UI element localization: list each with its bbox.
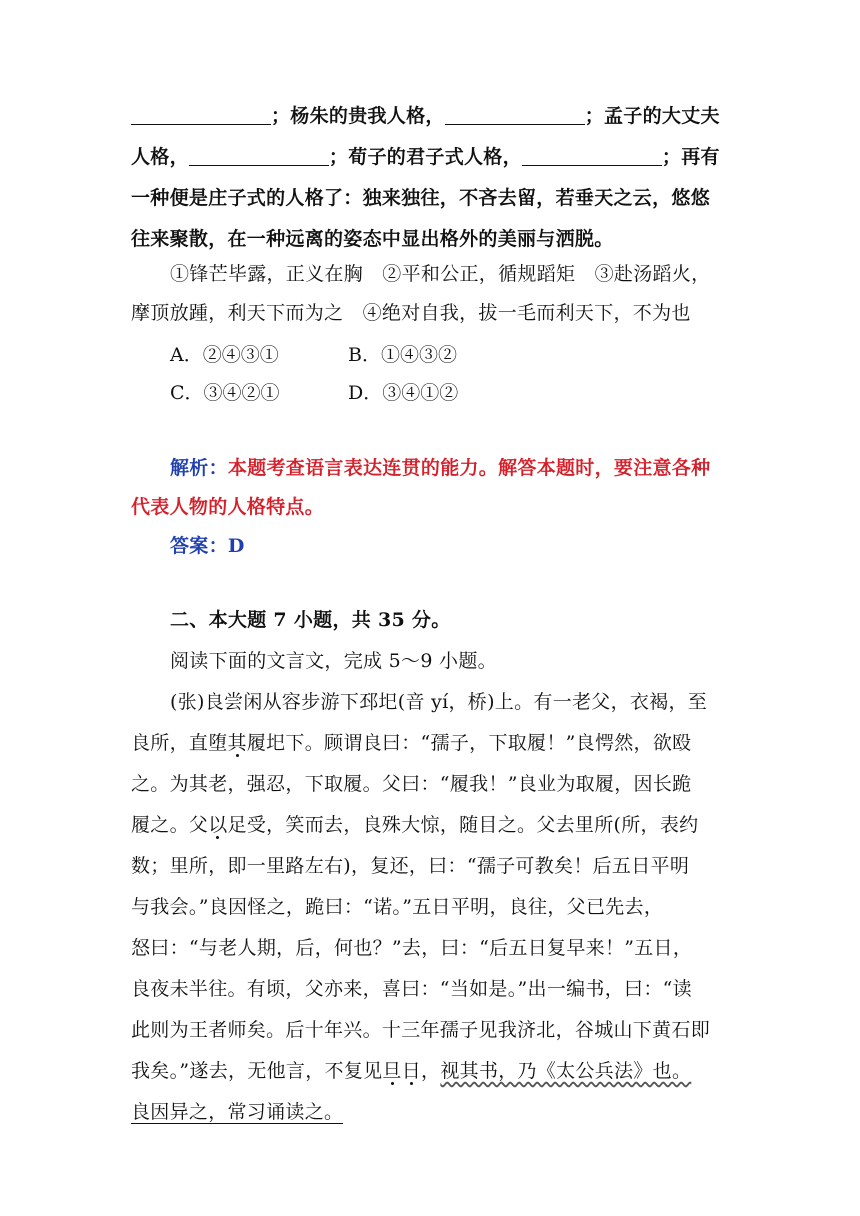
answer-value: D: [227, 535, 245, 557]
text-segment: 履圯下。顾谓良曰：“孺子，下取履！”良愕然，欲殴: [246, 732, 692, 754]
passage-line-11: [131, 1097, 731, 1127]
analysis-line-1: [170, 453, 770, 483]
analysis-line-2: 代表人物的人格特点。: [131, 496, 325, 518]
text-segment: 足受，笑而去，良殊大惊，随目之。父去里所(所，表约: [227, 814, 699, 836]
items-line-2: 摩顶放踵，利天下而为之 ④绝对自我，拔一毛而利天下，不为也: [131, 302, 691, 324]
text-segment: ；杨朱的贵我人格，: [271, 105, 445, 127]
question-4-line-1: [131, 101, 731, 131]
text-segment: 我矣。”遂去，无他言，不复见: [131, 1060, 383, 1082]
dotted-character: 日: [401, 1060, 422, 1082]
passage-line-1: (张)良尝闲从容步游下邳圯(音 yí，桥)上。有一老父，衣褐，至: [170, 691, 708, 713]
wavy-underlined-text: 视其书，乃《太公兵法》也。: [440, 1060, 692, 1082]
dotted-character: 旦: [382, 1060, 402, 1082]
answer-blank-1: [131, 104, 271, 125]
items-line-1: ①锋芒毕露，正义在胸 ②平和公正，循规蹈矩 ③赴汤蹈火，: [170, 263, 711, 285]
passage-line-4: [131, 810, 731, 840]
passage-line-8: 良夜未半往。有顷，父亦来，喜曰：“当如是。”出一编书，曰：“读: [131, 978, 692, 1000]
question-4-line-4: 往来聚散，在一种远离的姿态中显出格外的美丽与洒脱。: [131, 228, 614, 250]
text-segment: ；再有: [661, 146, 720, 168]
passage-line-10: [131, 1056, 731, 1086]
answer-blank-2: [445, 104, 585, 125]
option-d: D．③④①②: [348, 382, 459, 404]
text-segment: ；孟子的大丈夫: [584, 105, 720, 127]
options-row-1: [0, 340, 860, 370]
dotted-character: 其: [227, 732, 247, 754]
option-c: C．③④②①: [170, 382, 280, 404]
passage-line-7: 怒曰：“与老人期，后，何也？”去，曰：“后五日复早来！”五日，: [131, 937, 693, 959]
answer-line: [170, 531, 770, 561]
question-4-line-2: [131, 142, 731, 172]
passage-line-3: 之。为其老，强忍，下取履。父曰：“履我！”良业为取履，因长跪: [131, 773, 692, 795]
question-4-line-3: 一种便是庄子式的人格了：独来独往，不吝去留，若垂天之云，悠悠: [131, 187, 711, 209]
section-heading: 二、本大题 7 小题，共 35 分。: [170, 609, 451, 631]
answer-label: 答案：: [170, 535, 228, 557]
text-segment: 履之。父: [131, 814, 209, 836]
passage-line-9: 此则为王者师矣。后十年兴。十三年孺子见我济北，谷城山下黄石即: [131, 1019, 711, 1041]
option-b: B．①④③②: [348, 344, 457, 366]
passage-line-2: [131, 728, 731, 758]
analysis-text: 本题考查语言表达连贯的能力。解答本题时，要注意各种: [227, 457, 711, 479]
text-segment: ，: [421, 1060, 441, 1082]
option-a: A．②④③①: [170, 344, 279, 366]
text-segment: ；荀子的君子式人格，: [328, 146, 522, 168]
section-instruction: 阅读下面的文言文，完成 5～9 小题。: [170, 650, 497, 672]
text-segment: 良所，直堕: [131, 732, 228, 754]
passage-line-6: 与我会。”良因怪之，跪曰：“诺。”五日平明，良往，父已先去，: [131, 896, 664, 918]
options-row-2: [0, 378, 860, 408]
answer-blank-4: [522, 145, 662, 166]
analysis-label: 解析：: [170, 457, 228, 479]
answer-blank-3: [189, 145, 329, 166]
passage-line-5: 数；里所，即一里路左右)，复还，曰：“孺子可教矣！后五日平明: [131, 855, 690, 877]
dotted-character: 以: [208, 814, 228, 836]
text-segment: 人格，: [131, 146, 189, 168]
underlined-text: 良因异之，常习诵读之。: [131, 1101, 344, 1123]
